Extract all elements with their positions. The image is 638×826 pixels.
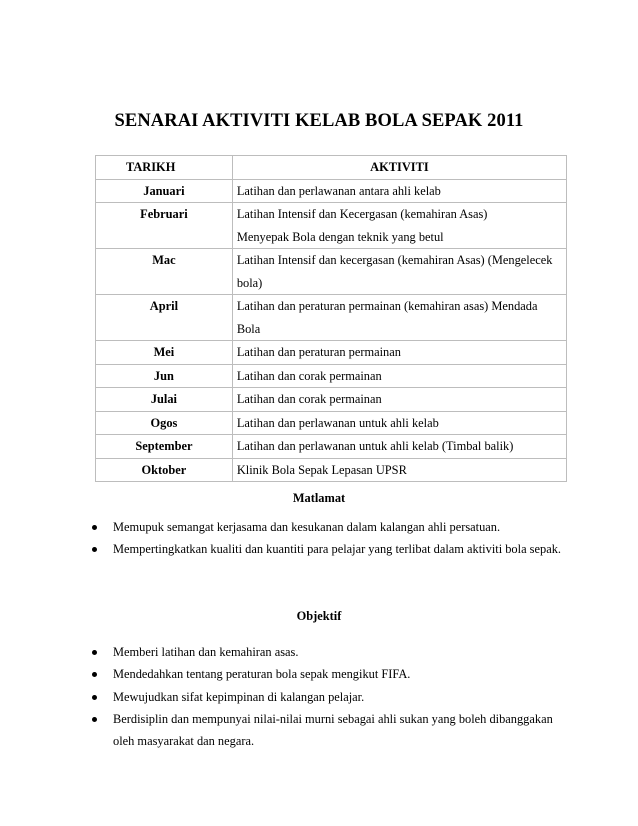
table-row (96, 388, 567, 412)
list-item (0, 708, 638, 753)
table-row (96, 203, 567, 249)
activity-text: Latihan dan perlawanan untuk ahli kelab (Timbal balik) (236, 439, 514, 453)
bullet-icon (92, 650, 97, 655)
month-cell: September (96, 435, 233, 459)
table-row (96, 411, 567, 435)
activity-text: Latihan dan corak permainan (236, 368, 382, 383)
activity-cell (232, 179, 566, 203)
activity-cell (232, 411, 566, 435)
month-cell: Mac (96, 249, 233, 295)
document-title: SENARAI AKTIVITI KELAB BOLA SEPAK 2011 (114, 111, 524, 131)
activity-text: Latihan dan peraturan permainan (kemahiran asas) Mendada (236, 299, 538, 313)
list-item-text: Mewujudkan sifat kepimpinan di kalangan pelajar. (113, 689, 365, 704)
activity-text-line2: Menyepak Bola dengan teknik yang betul (236, 229, 444, 244)
matlamat-heading: Matlamat (292, 491, 346, 505)
bullet-icon (92, 525, 97, 530)
activity-text: Klinik Bola Sepak Lepasan UPSR (236, 462, 407, 477)
activity-text: Latihan Intensif dan kecergasan (kemahiran Asas) (Mengelecek (236, 253, 553, 267)
activity-cell (232, 249, 566, 295)
list-item (0, 538, 638, 560)
table-row (96, 458, 567, 482)
column-header-date: TARIKH (96, 156, 233, 180)
table-row (96, 364, 567, 388)
list-item (0, 641, 638, 663)
month-cell: Jun (96, 364, 233, 388)
activity-text: Latihan dan peraturan permainan (236, 345, 401, 359)
month-cell: April (96, 295, 233, 341)
activity-cell (232, 295, 566, 341)
bullet-icon (92, 547, 97, 552)
month-cell: Oktober (96, 458, 233, 482)
activity-cell (232, 341, 566, 365)
activity-cell (232, 203, 566, 249)
month-cell: Julai (96, 388, 233, 412)
list-item (0, 516, 638, 538)
month-cell: Ogos (96, 411, 233, 435)
table-row (96, 295, 567, 341)
column-header-activity: AKTIVITI (232, 156, 566, 180)
table-row (96, 341, 567, 365)
activity-text: Latihan dan perlawanan antara ahli kelab (236, 183, 441, 198)
table-row (96, 179, 567, 203)
table-row (96, 435, 567, 459)
table-row (96, 249, 567, 295)
activity-text: Latihan dan corak permainan (236, 392, 382, 406)
activity-schedule-table (95, 155, 567, 482)
objektif-heading: Objektif (296, 609, 342, 623)
list-item-text: Berdisiplin dan mempunyai nilai-nilai murni sebagai ahli sukan yang boleh dibanggakan oleh masyarakat dan negara. (113, 711, 553, 749)
activity-text: Latihan Intensif dan Kecergasan (kemahiran Asas) (236, 207, 488, 221)
list-item-text: Memupuk semangat kerjasama dan kesukanan dalam kalangan ahli persatuan. (113, 520, 501, 534)
activity-cell (232, 388, 566, 412)
activity-text-line2: Bola (236, 321, 261, 336)
bullet-icon (92, 717, 97, 722)
activity-cell (232, 364, 566, 388)
list-item (0, 686, 638, 708)
objektif-list (0, 641, 638, 752)
table-header-row (96, 156, 567, 180)
activity-cell (232, 435, 566, 459)
month-cell: Mei (96, 341, 233, 365)
activity-text-line2: bola) (236, 275, 263, 290)
month-cell: Februari (96, 203, 233, 249)
list-item-text: Memberi latihan dan kemahiran asas. (113, 645, 299, 659)
activity-text: Latihan dan perlawanan untuk ahli kelab (236, 415, 439, 430)
activity-cell (232, 458, 566, 482)
list-item (0, 663, 638, 685)
list-item-text: Mempertingkatkan kualiti dan kuantiti para pelajar yang terlibat dalam aktiviti bola sepak. (113, 542, 561, 557)
bullet-icon (92, 672, 97, 677)
month-cell: Januari (96, 179, 233, 203)
bullet-icon (92, 695, 97, 700)
matlamat-list (0, 516, 638, 561)
list-item-text: Mendedahkan tentang peraturan bola sepak mengikut FIFA. (113, 667, 411, 682)
